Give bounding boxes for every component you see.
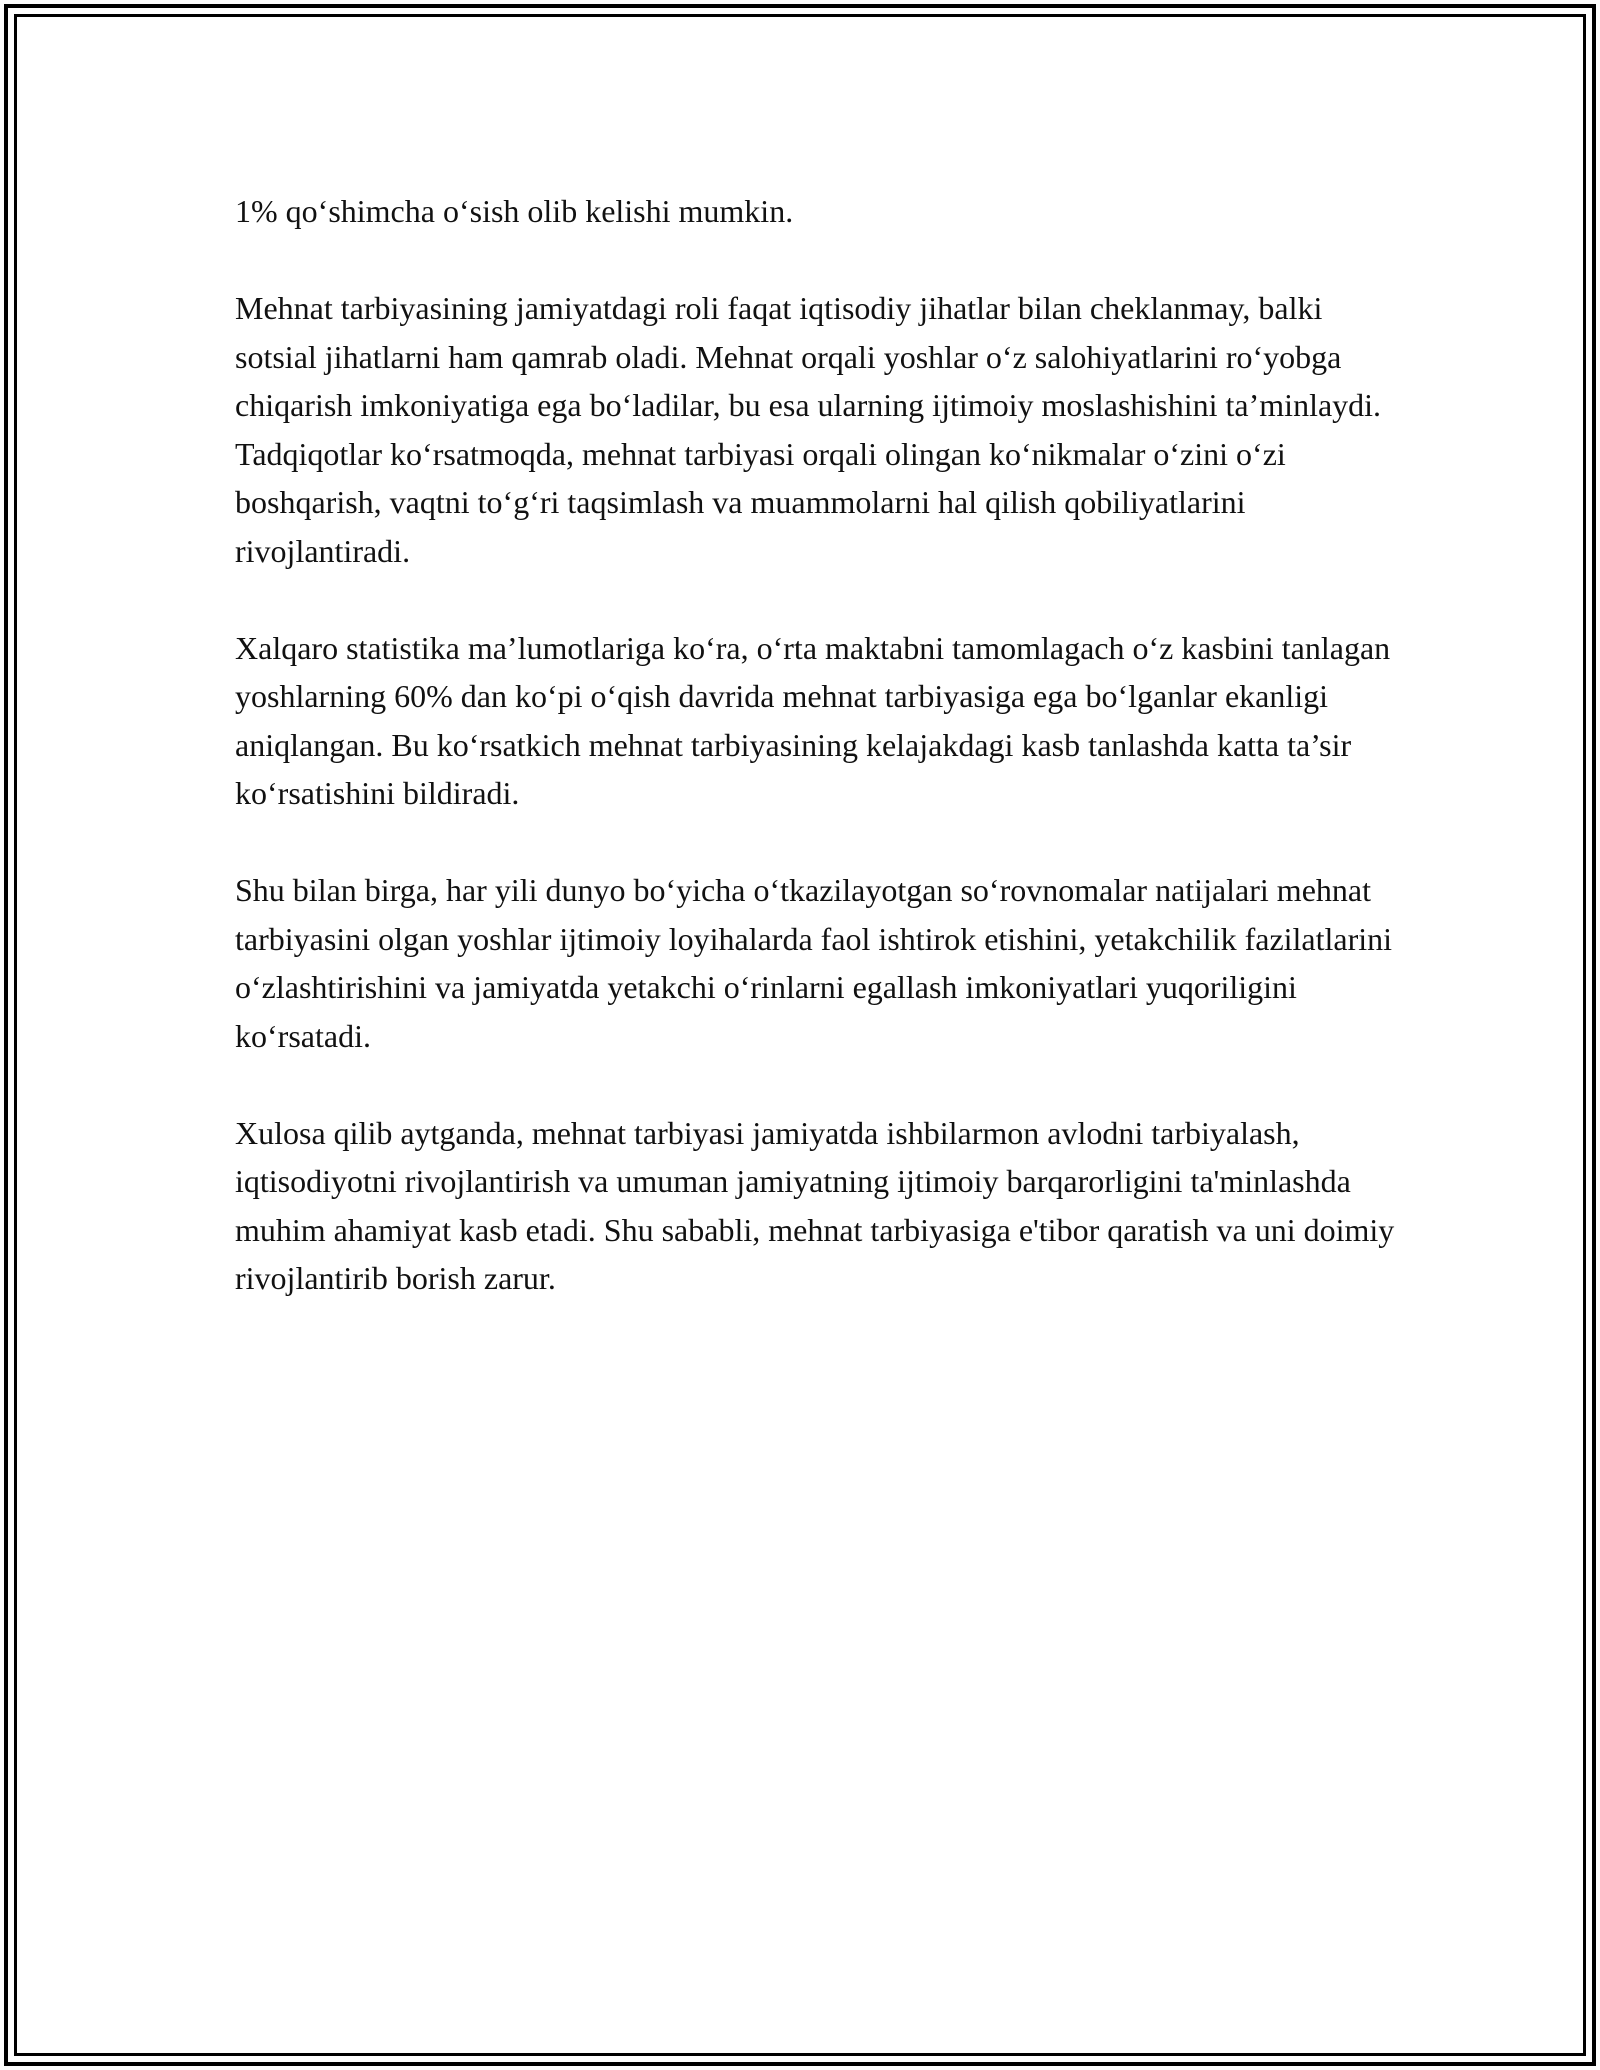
document-body [235, 187, 1395, 1351]
paragraph-social-role: Mehnat tarbiyasining jamiyatdagi roli faqat iqtisodiy jihatlar bilan cheklanmay, balki sotsial jihatlarni ham qamrab oladi. Mehnat orqali yoshlar o‘z salohiyatlarini ro‘yobga chiqarish imkoniyatiga ega bo‘ladilar, bu esa ularning ijtimoiy moslashishini ta’minlaydi. Tadqiqotlar ko‘rsatmoqda, mehnat tarbiyasi orqali olingan ko‘nikmalar o‘zini o‘zi boshqarish, vaqtni to‘g‘ri taqsimlash va muammolarni hal qilish qobiliyatlarini rivojlantiradi. [235, 290, 1382, 569]
paragraph-conclusion: Xulosa qilib aytganda, mehnat tarbiyasi jamiyatda ishbilarmon avlodni tarbiyalash, iqtisodiyotni rivojlantirish va umuman jamiyatning ijtimoiy barqarorligini ta'minlashda muhim ahamiyat kasb etadi. Shu sababli, mehnat tarbiyasiga e'tibor qaratish va uni doimiy rivojlantirib borish zarur. [235, 1114, 1395, 1296]
paragraph-statistics: Xalqaro statistika ma’lumotlariga ko‘ra, o‘rta maktabni tamomlagach o‘z kasbini tanlagan yoshlarning 60% dan ko‘pi o‘qish davrida mehnat tarbiyasiga ega bo‘lganlar ekanligi aniqlangan. Bu ko‘rsatkich mehnat tarbiyasining kelajakdagi kasb tanlashda katta ta’sir ko‘rsatishini bildiradi. [235, 629, 1391, 811]
paragraph-surveys: Shu bilan birga, har yili dunyo bo‘yicha o‘tkazilayotgan so‘rovnomalar natijalari mehnat tarbiyasini olgan yoshlar ijtimoiy loyihalarda faol ishtirok etishini, yetakchilik fazilatlarini o‘zlashtirishini va jamiyatda yetakchi o‘rinlarni egallash imkoniyatlari yuqoriligini ko‘rsatadi. [235, 872, 1393, 1054]
paragraph-continuation: 1% qo‘shimcha o‘sish olib kelishi mumkin. [235, 193, 794, 229]
